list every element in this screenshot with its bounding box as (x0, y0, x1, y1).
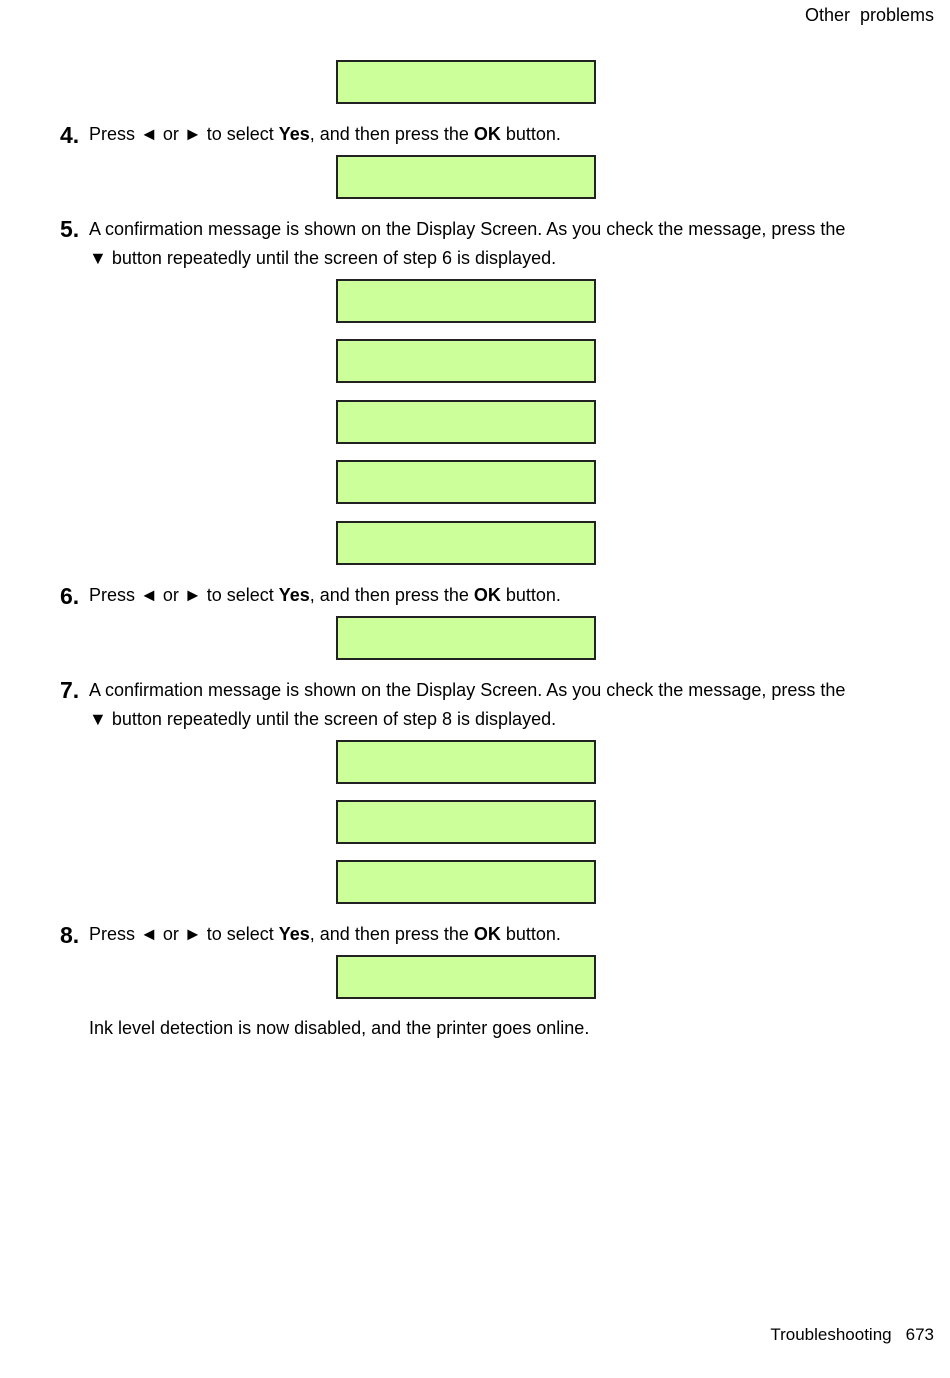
instruction-line-2: ▼ button repeatedly until the screen of step 8 is displayed. (89, 709, 557, 729)
lcd-display (336, 339, 596, 383)
step-instruction (89, 215, 889, 273)
right-arrow-icon: ► (183, 585, 202, 605)
step-number: 5. (60, 216, 80, 242)
left-arrow-icon: ◄ (140, 124, 158, 144)
lcd-display (336, 60, 596, 104)
page-number: 673 (905, 1325, 934, 1344)
footer-chapter: Troubleshooting (770, 1325, 892, 1344)
step-instruction: Press ◄ or ► to select Yes, and then press the OK button. (89, 585, 561, 605)
lcd-display (336, 460, 596, 504)
instruction-line-1: A confirmation message is shown on the Display Screen. As you check the message, press the (89, 219, 846, 239)
page-footer (770, 1325, 934, 1345)
lcd-display (336, 400, 596, 444)
step-number: 7. (60, 677, 80, 703)
step-number: 4. (60, 122, 80, 148)
left-arrow-icon: ◄ (140, 924, 158, 944)
lcd-display (336, 616, 596, 660)
lcd-display (336, 155, 596, 199)
right-arrow-icon: ► (183, 924, 202, 944)
step-instruction: Press ◄ or ► to select Yes, and then press the OK button. (89, 924, 561, 944)
left-arrow-icon: ◄ (140, 585, 158, 605)
instruction-line-1: A confirmation message is shown on the Display Screen. As you check the message, press the (89, 680, 846, 700)
step-number: 8. (60, 922, 80, 948)
right-arrow-icon: ► (183, 124, 202, 144)
header-section-title: Other problems (804, 5, 934, 25)
lcd-display (336, 740, 596, 784)
instruction-line-2: ▼ button repeatedly until the screen of step 6 is displayed. (89, 248, 557, 268)
lcd-display (336, 279, 596, 323)
step-instruction (89, 676, 889, 734)
lcd-display (336, 800, 596, 844)
conclusion-text: Ink level detection is now disabled, and the printer goes online. (89, 1018, 590, 1038)
step-number: 6. (60, 583, 80, 609)
step-instruction: Press ◄ or ► to select Yes, and then press the OK button. (89, 124, 561, 144)
lcd-display (336, 521, 596, 565)
lcd-display (336, 955, 596, 999)
lcd-display (336, 860, 596, 904)
